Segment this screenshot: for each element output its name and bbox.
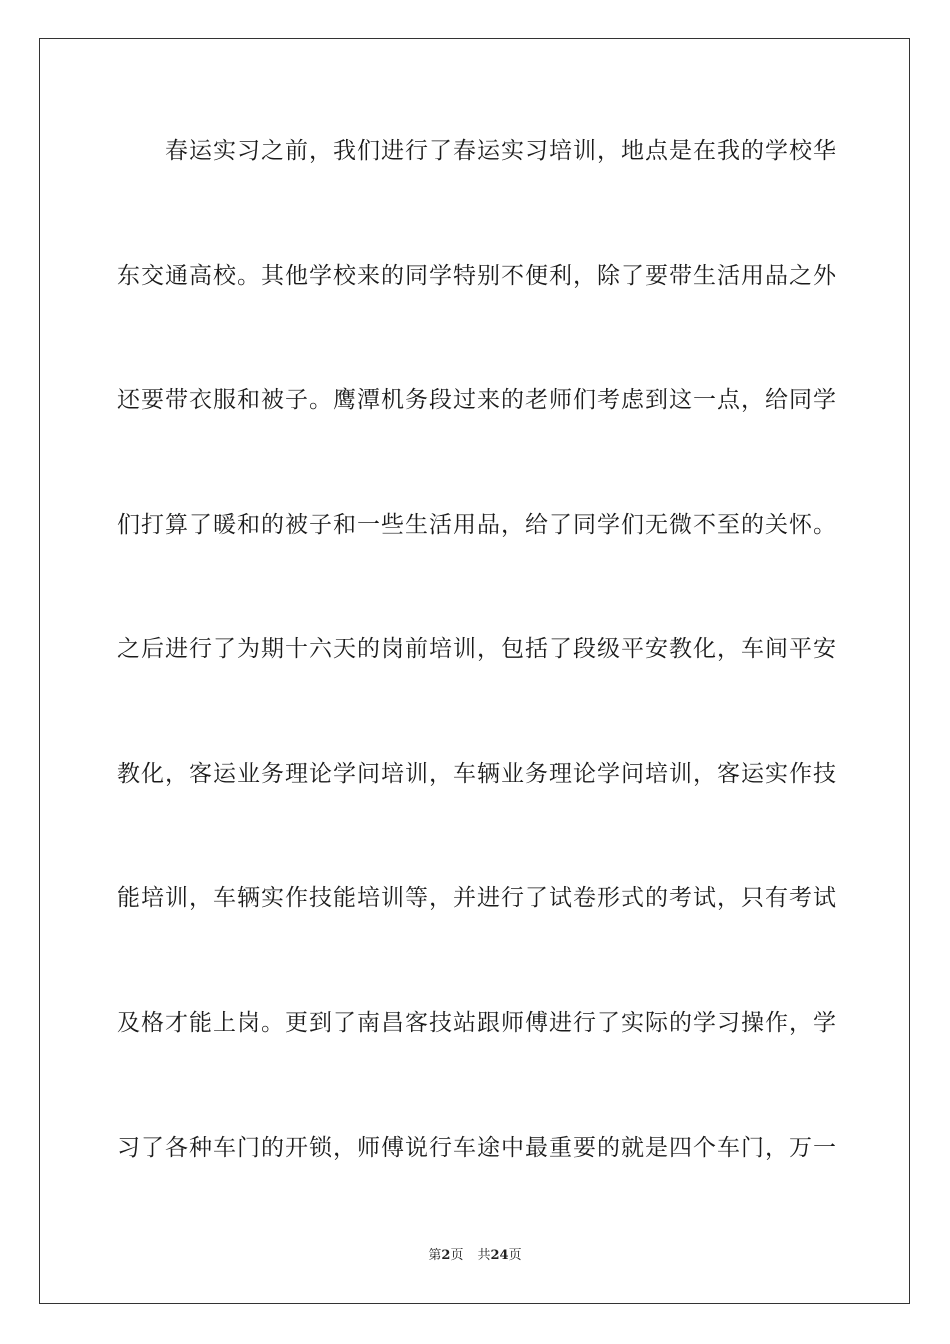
paragraph-line-1: 春运实习之前，我们进行了春运实习培训，地点是在我的学校华	[165, 138, 837, 164]
paragraph-line-5: 之后进行了为期十六天的岗前培训，包括了段级平安教化，车间平安	[117, 636, 837, 662]
paragraph-line-7: 能培训，车辆实作技能培训等，并进行了试卷形式的考试，只有考试	[117, 885, 837, 911]
page-number: 2	[441, 1248, 451, 1263]
total-suffix: 页	[508, 1248, 522, 1263]
total-prefix: 共	[477, 1248, 491, 1263]
page-prefix: 第	[428, 1248, 442, 1263]
paragraph-line-9: 习了各种车门的开锁，师傅说行车途中最重要的就是四个车门，万一	[117, 1135, 837, 1161]
paragraph-line-6: 教化，客运业务理论学问培训，车辆业务理论学问培训，客运实作技	[117, 761, 837, 787]
total-pages: 24	[490, 1248, 509, 1263]
page-suffix: 页	[450, 1248, 464, 1263]
paragraph-line-2: 东交通高校。其他学校来的同学特别不便利，除了要带生活用品之外	[117, 263, 837, 289]
paragraph-line-8: 及格才能上岗。更到了南昌客技站跟师傅进行了实际的学习操作，学	[117, 1010, 837, 1036]
page-footer	[0, 1246, 950, 1266]
page-border	[39, 38, 910, 1304]
paragraph-line-3: 还要带衣服和被子。鹰潭机务段过来的老师们考虑到这一点，给同学	[117, 387, 837, 413]
paragraph-line-4: 们打算了暖和的被子和一些生活用品，给了同学们无微不至的关怀。	[117, 512, 837, 538]
